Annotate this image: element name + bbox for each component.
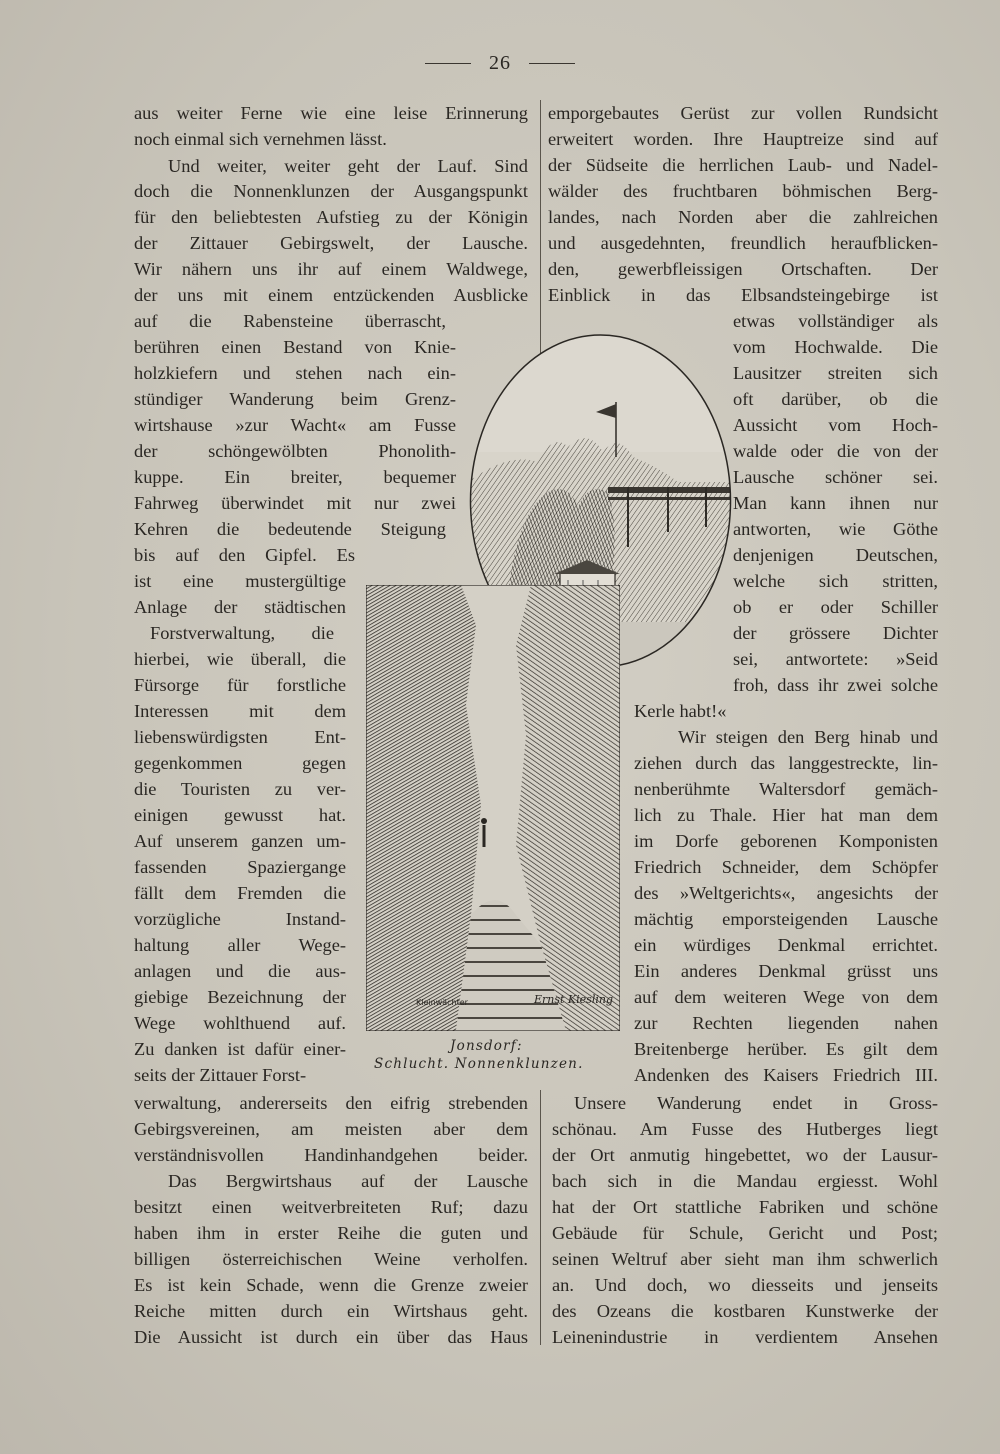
left-column-text-line: wirtshause »zur Wacht« am Fusse [134, 415, 456, 435]
header-rule-left [425, 63, 471, 64]
right-column-text-line: etwas vollständiger als [733, 311, 938, 331]
left-column-text-line: fällt dem Fremden die [134, 883, 346, 903]
left-column-text-line: Forstverwaltung, die [150, 623, 334, 643]
right-column-text-line: Leinenindustrie in verdientem Ansehen [552, 1327, 938, 1347]
right-column-text-line: bach sich in die Mandau ergiesst. Wohl [552, 1171, 938, 1191]
left-column-text-line: bis auf den Gipfel. Es [134, 545, 355, 565]
left-column-text-line: Interessen mit dem [134, 701, 346, 721]
left-column-text-line: stündiger Wanderung beim Grenz- [134, 389, 456, 409]
left-column-text-line: Kehren die bedeutende Steigung [134, 519, 446, 539]
left-column-text-line: kuppe. Ein breiter, bequemer [134, 467, 456, 487]
right-column-text-line: erweitert worden. Ihre Hauptreize sind auf [548, 129, 938, 149]
artist-signature: Ernst Kiesling [534, 993, 613, 1006]
right-column-text-line: seinen Weltruf aber sieht man ihm schwerlich [552, 1249, 938, 1269]
left-column-text-line: liebenswürdigsten Ent- [134, 727, 346, 747]
left-column-text-line: haltung aller Wege- [134, 935, 346, 955]
left-column-text-line: noch einmal sich vernehmen lässt. [134, 129, 387, 149]
right-column-text-line: des »Weltgerichts«, angesichts der [634, 883, 938, 903]
left-column-text-line: Zu danken ist dafür einer- [134, 1039, 346, 1059]
left-column-text-line: holzkiefern und stehen nach ein- [134, 363, 456, 383]
left-column-text-line: verwaltung, andererseits den eifrig strebenden [134, 1093, 528, 1113]
right-column-text-line: Lausitzer streiten sich [733, 363, 938, 383]
left-column-text-line: seits der Zittauer Forst- [134, 1065, 307, 1085]
left-column-text-line: Wege wohlthuend auf. [134, 1013, 346, 1033]
left-column-text-line: der schöngewölbten Phonolith- [134, 441, 456, 461]
left-column-text-line: hierbei, wie überall, die [134, 649, 346, 669]
right-column-text-line: zur Rechten liegenden nahen [634, 1013, 938, 1033]
left-column-text-line: gegenkommen gegen [134, 753, 346, 773]
left-column-text-line: verständnisvollen Handinhandgehen beider. [134, 1145, 528, 1165]
right-column-text-line: an. Und doch, wo diesseits und jenseits [552, 1275, 938, 1295]
left-column-text-line: Das Bergwirtshaus auf der Lausche [168, 1171, 528, 1191]
page-number: 26 [489, 51, 511, 74]
left-column-text-line: anlagen und die aus- [134, 961, 346, 981]
left-column-text-line: vorzügliche Instand- [134, 909, 346, 929]
column-divider-top [540, 100, 541, 355]
left-column-text-line: für den beliebtesten Aufstieg zu der Königin [134, 207, 528, 227]
left-column-text-line: Anlage der städtischen [134, 597, 346, 617]
left-column-text-line: Wir nähern uns ihr auf einem Waldwege, [134, 259, 528, 279]
left-column-text-line: Gebirgsvereinen, am meisten aber dem [134, 1119, 528, 1139]
right-column-text-line: antworten, wie Göthe [733, 519, 938, 539]
right-column-text-line: landes, nach Norden aber die zahlreichen [548, 207, 938, 227]
right-column-text-line: emporgebautes Gerüst zur vollen Rundsicht [548, 103, 938, 123]
right-column-text-line: Einblick in das Elbsandsteingebirge ist [548, 285, 938, 305]
illustration-caption-line1: Jonsdorf: [450, 1038, 523, 1054]
illustration-caption-line2: Schlucht. Nonnenklunzen. [374, 1056, 584, 1072]
right-column-text-line: Ein anderes Denkmal grüsst uns [634, 961, 938, 981]
right-column-text-line: mächtig emporsteigenden Lausche [634, 909, 938, 929]
left-column-text-line: doch die Nonnenklunzen der Ausgangspunkt [134, 181, 528, 201]
left-column-text-line: aus weiter Ferne wie eine leise Erinnerung [134, 103, 528, 123]
right-column-text-line: der grössere Dichter [733, 623, 938, 643]
left-column-text-line: Die Aussicht ist durch ein über das Haus [134, 1327, 528, 1347]
right-column-text-line: Unsere Wanderung endet in Gross- [574, 1093, 938, 1113]
right-column-text-line: Breitenberge herüber. Es gilt dem [634, 1039, 938, 1059]
right-column-text-line: oft darüber, ob die [733, 389, 938, 409]
left-column-text-line: Reiche mitten durch ein Wirtshaus geht. [134, 1301, 528, 1321]
right-column-text-line: Man kann ihnen nur [733, 493, 938, 513]
right-column-text-line: im Dorfe geborenen Komponisten [634, 831, 938, 851]
right-column-text-line: froh, dass ihr zwei solche [733, 675, 938, 695]
right-column-text-line: wälder des fruchtbaren böhmischen Berg- [548, 181, 938, 201]
left-column-text-line: fassenden Spaziergange [134, 857, 346, 877]
left-column-text-line: besitzt einen weitverbreiteten Ruf; dazu [134, 1197, 528, 1217]
right-column-text-line: ziehen durch das langgestreckte, lin- [634, 753, 938, 773]
engraver-signature: Kleinwächter [416, 998, 468, 1007]
left-column-text-line: berühren einen Bestand von Knie- [134, 337, 456, 357]
left-column-text-line: Fahrweg überwindet mit nur zwei [134, 493, 456, 513]
left-column-text-line: einigen gewusst hat. [134, 805, 346, 825]
right-column-text-line: vom Hochwalde. Die [733, 337, 938, 357]
right-column-text-line: schönau. Am Fusse des Hutberges liegt [552, 1119, 938, 1139]
right-column-text-line: Lausche schöner sei. [733, 467, 938, 487]
right-column-text-line: den, gewerbfleissigen Ortschaften. Der [548, 259, 938, 279]
left-column-text-line: die Touristen zu ver- [134, 779, 346, 799]
left-column-text-line: der Zittauer Gebirgswelt, der Lausche. [134, 233, 528, 253]
left-column-text-line: billigen österreichischen Weine verholfen. [134, 1249, 528, 1269]
column-divider-bottom [540, 1090, 541, 1345]
right-column-text-line: Wir steigen den Berg hinab und [678, 727, 938, 747]
right-column-text-line: und ausgedehnten, freundlich heraufblicken- [548, 233, 938, 253]
right-column-text-line: Gebäude für Schule, Gericht und Post; [552, 1223, 938, 1243]
left-column-text-line: haben ihm in erster Reihe die guten und [134, 1223, 528, 1243]
right-column-text-line: Aussicht vom Hoch- [733, 415, 938, 435]
right-column-text-line: der Südseite die herrlichen Laub- und Nadel- [548, 155, 938, 175]
left-column-text-line: giebige Bezeichnung der [134, 987, 346, 1007]
header-rule-right [529, 63, 575, 64]
right-column-text-line: welche sich stritten, [733, 571, 938, 591]
left-column-text-line: Und weiter, weiter geht der Lauf. Sind [168, 156, 528, 176]
left-column-text-line: Auf unserem ganzen um- [134, 831, 346, 851]
page-header [0, 48, 1000, 78]
gorge-illustration [366, 585, 620, 1031]
left-column-text-line: ist eine mustergültige [134, 571, 346, 591]
right-column-text-line: ein würdiges Denkmal errichtet. [634, 935, 938, 955]
right-column-text-line: des Ozeans die kostbaren Kunstwerke der [552, 1301, 938, 1321]
right-column-text-line: nenberühmte Waltersdorf gemäch- [634, 779, 938, 799]
left-column-text-line: der uns mit einem entzückenden Ausblicke [134, 285, 528, 305]
left-column-text-line: Es ist kein Schade, wenn die Grenze zweier [134, 1275, 528, 1295]
right-column-text-line: hat der Ort stattliche Fabriken und schöne [552, 1197, 938, 1217]
right-column-text-line: walde oder die von der [733, 441, 938, 461]
right-column-text-line: denjenigen Deutschen, [733, 545, 938, 565]
right-column-text-line: lich zu Thale. Hier hat man dem [634, 805, 938, 825]
right-column-text-line: sei, antwortete: »Seid [733, 649, 938, 669]
left-column-text-line: Fürsorge für forstliche [134, 675, 346, 695]
right-column-text-line: ob er oder Schiller [733, 597, 938, 617]
right-column-text-line: Friedrich Schneider, dem Schöpfer [634, 857, 938, 877]
right-column-text-line: Kerle habt!« [634, 701, 727, 721]
right-column-text-line: der Ort anmutig hingebettet, wo der Lausur- [552, 1145, 938, 1165]
right-column-text-line: Andenken des Kaisers Friedrich III. [634, 1065, 938, 1085]
right-column-text-line: auf dem weiteren Wege von dem [634, 987, 938, 1007]
left-column-text-line: auf die Rabensteine überrascht, [134, 311, 446, 331]
